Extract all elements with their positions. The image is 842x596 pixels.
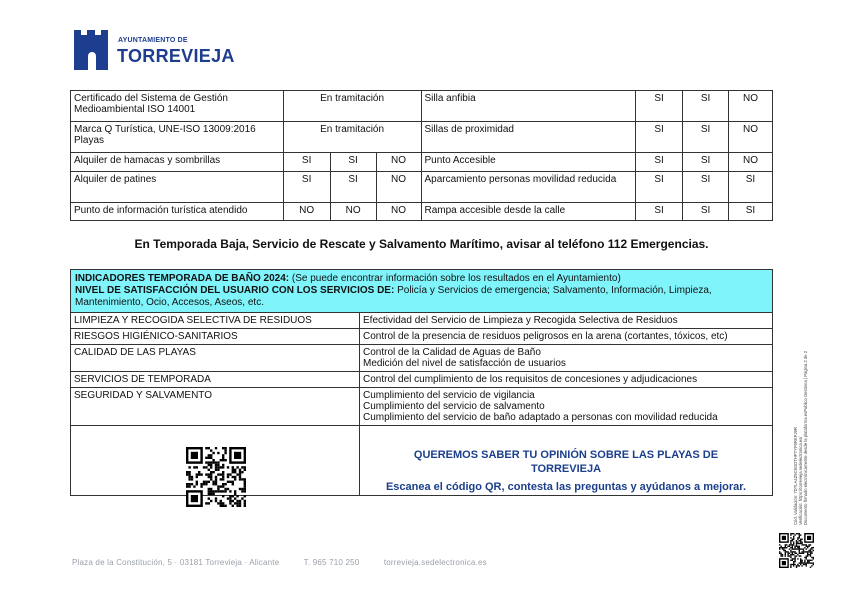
verification-url[interactable]: Verificación: https://torrevieja.sedelectronica.es/: [798, 436, 803, 525]
service-name: Aparcamiento personas movilidad reducida: [421, 172, 636, 203]
castle-icon: [72, 30, 110, 70]
indicator-key: RIESGOS HIGIÉNICO-SANITARIOS: [71, 329, 360, 345]
service-name: Sillas de proximidad: [421, 122, 636, 153]
service-name: Alquiler de patines: [71, 172, 284, 203]
indicators-note: (Se puede encontrar información sobre los resultados en el Ayuntamiento): [291, 273, 621, 284]
table-row: [71, 122, 773, 153]
org-label-small: AYUNTAMIENTO DE: [118, 37, 188, 44]
indicator-value: Control de la Calidad de Aguas de Baño: [363, 347, 541, 358]
service-value: SI: [636, 122, 683, 153]
service-value: NO: [330, 203, 376, 221]
indicator-value: Medición del nivel de satisfacción de usuarios: [363, 358, 566, 369]
signature-note: Documento firmado electrónicamente desde la plataforma esPublico Gestiona | Página 2 de 2: [803, 350, 808, 525]
survey-title-line-1: QUEREMOS SABER TU OPINIÓN SOBRE LAS PLAYAS DE: [413, 449, 719, 461]
service-value: SI: [683, 203, 729, 221]
service-value: NO: [376, 172, 421, 203]
service-value: NO: [376, 153, 421, 172]
service-value: SI: [729, 172, 773, 203]
services-table: [70, 90, 773, 221]
survey-title-line-2: TORREVIEJA: [530, 463, 602, 475]
validation-code: Cód. Validación: 7DTLA4Z9C9GDTHPTYF9RKPJ9R: [793, 427, 798, 525]
service-name: Punto de información turística atendido: [71, 203, 284, 221]
service-value: SI: [330, 153, 376, 172]
indicator-key: CALIDAD DE LAS PLAYAS: [71, 345, 360, 372]
service-value: SI: [683, 91, 729, 122]
satisfaction-line: [75, 285, 768, 309]
org-label-big: TORREVIEJA: [117, 46, 235, 66]
indicator-value: Cumplimiento del servicio de salvamento: [363, 401, 545, 412]
service-name: Certificado del Sistema de Gestión Medioambiental ISO 14001: [71, 91, 284, 122]
service-value: NO: [376, 203, 421, 221]
service-value: SI: [636, 203, 683, 221]
footer-address: Plaza de la Constitución, 5 · 03181 Torrevieja · Alicante: [72, 558, 280, 567]
service-name: Punto Accesible: [421, 153, 636, 172]
service-value: SI: [729, 203, 773, 221]
table-row: [71, 388, 773, 426]
service-status: En tramitación: [283, 122, 421, 153]
service-value: SI: [683, 172, 729, 203]
indicator-value: Cumplimiento del servicio de baño adaptado a personas con movilidad reducida: [363, 412, 718, 423]
service-value: SI: [636, 153, 683, 172]
service-value: NO: [729, 153, 773, 172]
footer-web[interactable]: torrevieja.sedelectronica.es: [383, 558, 487, 567]
validation-side-text: [793, 351, 808, 525]
table-row: [71, 203, 773, 221]
table-row: [71, 172, 773, 203]
indicator-values: [360, 345, 773, 372]
indicator-key: LIMPIEZA Y RECOGIDA SELECTIVA DE RESIDUOS: [71, 313, 360, 329]
page-footer: [72, 558, 509, 567]
survey-instruction: Escanea el código QR, contesta las preguntas y ayúdanos a mejorar.: [385, 481, 747, 493]
satisfaction-label: NIVEL DE SATISFACCIÓN DEL USUARIO CON LOS SERVICIOS DE:: [75, 285, 395, 296]
indicator-value: Cumplimiento del servicio de vigilancia: [363, 390, 535, 401]
indicators-header-row: [71, 270, 773, 313]
table-row: [71, 153, 773, 172]
service-name: Silla anfibia: [421, 91, 636, 122]
service-name: Alquiler de hamacas y sombrillas: [71, 153, 284, 172]
indicator-value: Control de la presencia de residuos peligrosos en la arena (cortantes, tóxicos, etc): [360, 329, 773, 345]
indicators-label: INDICADORES TEMPORADA DE BAÑO 2024:: [75, 273, 290, 284]
indicator-values: [360, 388, 773, 426]
indicator-key: SERVICIOS DE TEMPORADA: [71, 372, 360, 388]
service-value: SI: [636, 172, 683, 203]
footer-phone: T. 965 710 250: [303, 558, 360, 567]
city-logo: [72, 28, 242, 72]
survey-qr-code[interactable]: [186, 447, 246, 507]
emergency-notice: En Temporada Baja, Servicio de Rescate y Salvamento Marítimo, avisar al teléfono 112 Emergencias.: [134, 237, 709, 251]
service-value: SI: [283, 172, 330, 203]
service-value: NO: [729, 122, 773, 153]
service-name: Marca Q Turística, UNE-ISO 13009:2016 Playas: [71, 122, 284, 153]
table-row: [71, 329, 773, 345]
service-value: NO: [729, 91, 773, 122]
table-row: [71, 372, 773, 388]
satisfaction-text: Policía y Servicios de emergencia; Salvamento, Información, Limpieza, Mantenimiento, Ocio, Accesos, Aseos, etc.: [75, 285, 712, 308]
table-row: [71, 345, 773, 372]
indicators-line-1: [75, 273, 768, 285]
service-name: Rampa accesible desde la calle: [421, 203, 636, 221]
indicator-value: Efectividad del Servicio de Limpieza y Recogida Selectiva de Residuos: [360, 313, 773, 329]
service-value: NO: [283, 203, 330, 221]
service-value: SI: [683, 153, 729, 172]
service-value: SI: [636, 91, 683, 122]
service-status: En tramitación: [283, 91, 421, 122]
table-row: [71, 91, 773, 122]
indicator-value: Control del cumplimiento de los requisitos de concesiones y adjudicaciones: [360, 372, 773, 388]
validation-qr-code[interactable]: [779, 533, 814, 568]
service-value: SI: [330, 172, 376, 203]
table-row: [71, 313, 773, 329]
service-value: SI: [283, 153, 330, 172]
indicator-key: SEGURIDAD Y SALVAMENTO: [71, 388, 360, 426]
survey-callout: [360, 448, 772, 493]
service-value: SI: [683, 122, 729, 153]
indicators-header: [71, 270, 773, 313]
